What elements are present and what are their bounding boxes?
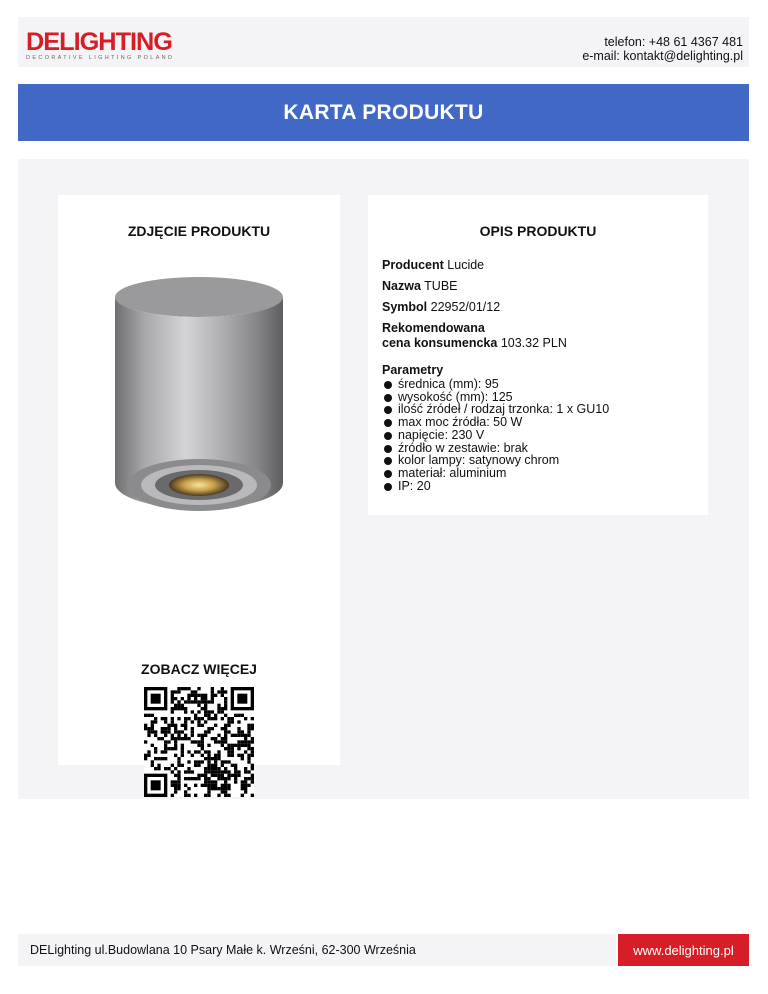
- price-value: 103.32 PLN: [500, 336, 567, 350]
- producer-value: Lucide: [447, 258, 485, 272]
- symbol-row: [382, 300, 702, 315]
- symbol-label: Symbol: [382, 300, 428, 314]
- params-title: Parametry: [382, 363, 444, 377]
- page-title: KARTA PRODUKTU: [283, 100, 484, 124]
- price-row: [382, 321, 702, 351]
- param-item: ilość źródeł / rodzaj trzonka: 1 x GU10: [398, 403, 702, 416]
- see-more-title: ZOBACZ WIĘCEJ: [141, 661, 257, 677]
- page-header: [18, 17, 749, 67]
- qr-code[interactable]: [144, 687, 254, 797]
- param-item: IP: 20: [398, 480, 702, 493]
- contact-email: e-mail: kontakt@delighting.pl: [582, 49, 743, 63]
- symbol-value: 22952/01/12: [430, 300, 501, 314]
- name-value: TUBE: [424, 279, 458, 293]
- contact-info: [582, 35, 743, 63]
- delighting-logo: [26, 26, 186, 62]
- producer-label: Producent: [382, 258, 444, 272]
- param-item: średnica (mm): 95: [398, 378, 702, 391]
- footer-website-link[interactable]: www.delighting.pl: [618, 934, 749, 966]
- logo-wordmark: DELIGHTING: [26, 28, 172, 56]
- product-details: [382, 258, 702, 492]
- price-label-1: Rekomendowana: [382, 321, 485, 335]
- params-list: [382, 378, 702, 492]
- description-card: [368, 195, 708, 515]
- price-label-2: cena konsumencka: [382, 336, 498, 350]
- footer-address: DELighting ul.Budowlana 10 Psary Małe k. Wrześni, 62-300 Września: [18, 934, 616, 966]
- param-item: materiał: aluminium: [398, 467, 702, 480]
- param-item: źródło w zestawie: brak: [398, 442, 702, 455]
- product-photo: [105, 275, 293, 525]
- param-item: wysokość (mm): 125: [398, 391, 702, 404]
- title-banner: [18, 84, 749, 141]
- content-panel: [18, 159, 749, 799]
- param-item: max moc źródła: 50 W: [398, 416, 702, 429]
- logo-tagline: DECORATIVE LIGHTING POLAND: [26, 55, 173, 61]
- producer-row: [382, 258, 702, 273]
- photo-card-title: ZDJĘCIE PRODUKTU: [127, 223, 271, 239]
- param-item: kolor lampy: satynowy chrom: [398, 454, 702, 467]
- photo-card: [58, 195, 340, 765]
- contact-phone: telefon: +48 61 4367 481: [604, 35, 743, 49]
- description-card-title: OPIS PRODUKTU: [479, 223, 597, 239]
- name-label: Nazwa: [382, 279, 421, 293]
- param-item: napięcie: 230 V: [398, 429, 702, 442]
- name-row: [382, 279, 702, 294]
